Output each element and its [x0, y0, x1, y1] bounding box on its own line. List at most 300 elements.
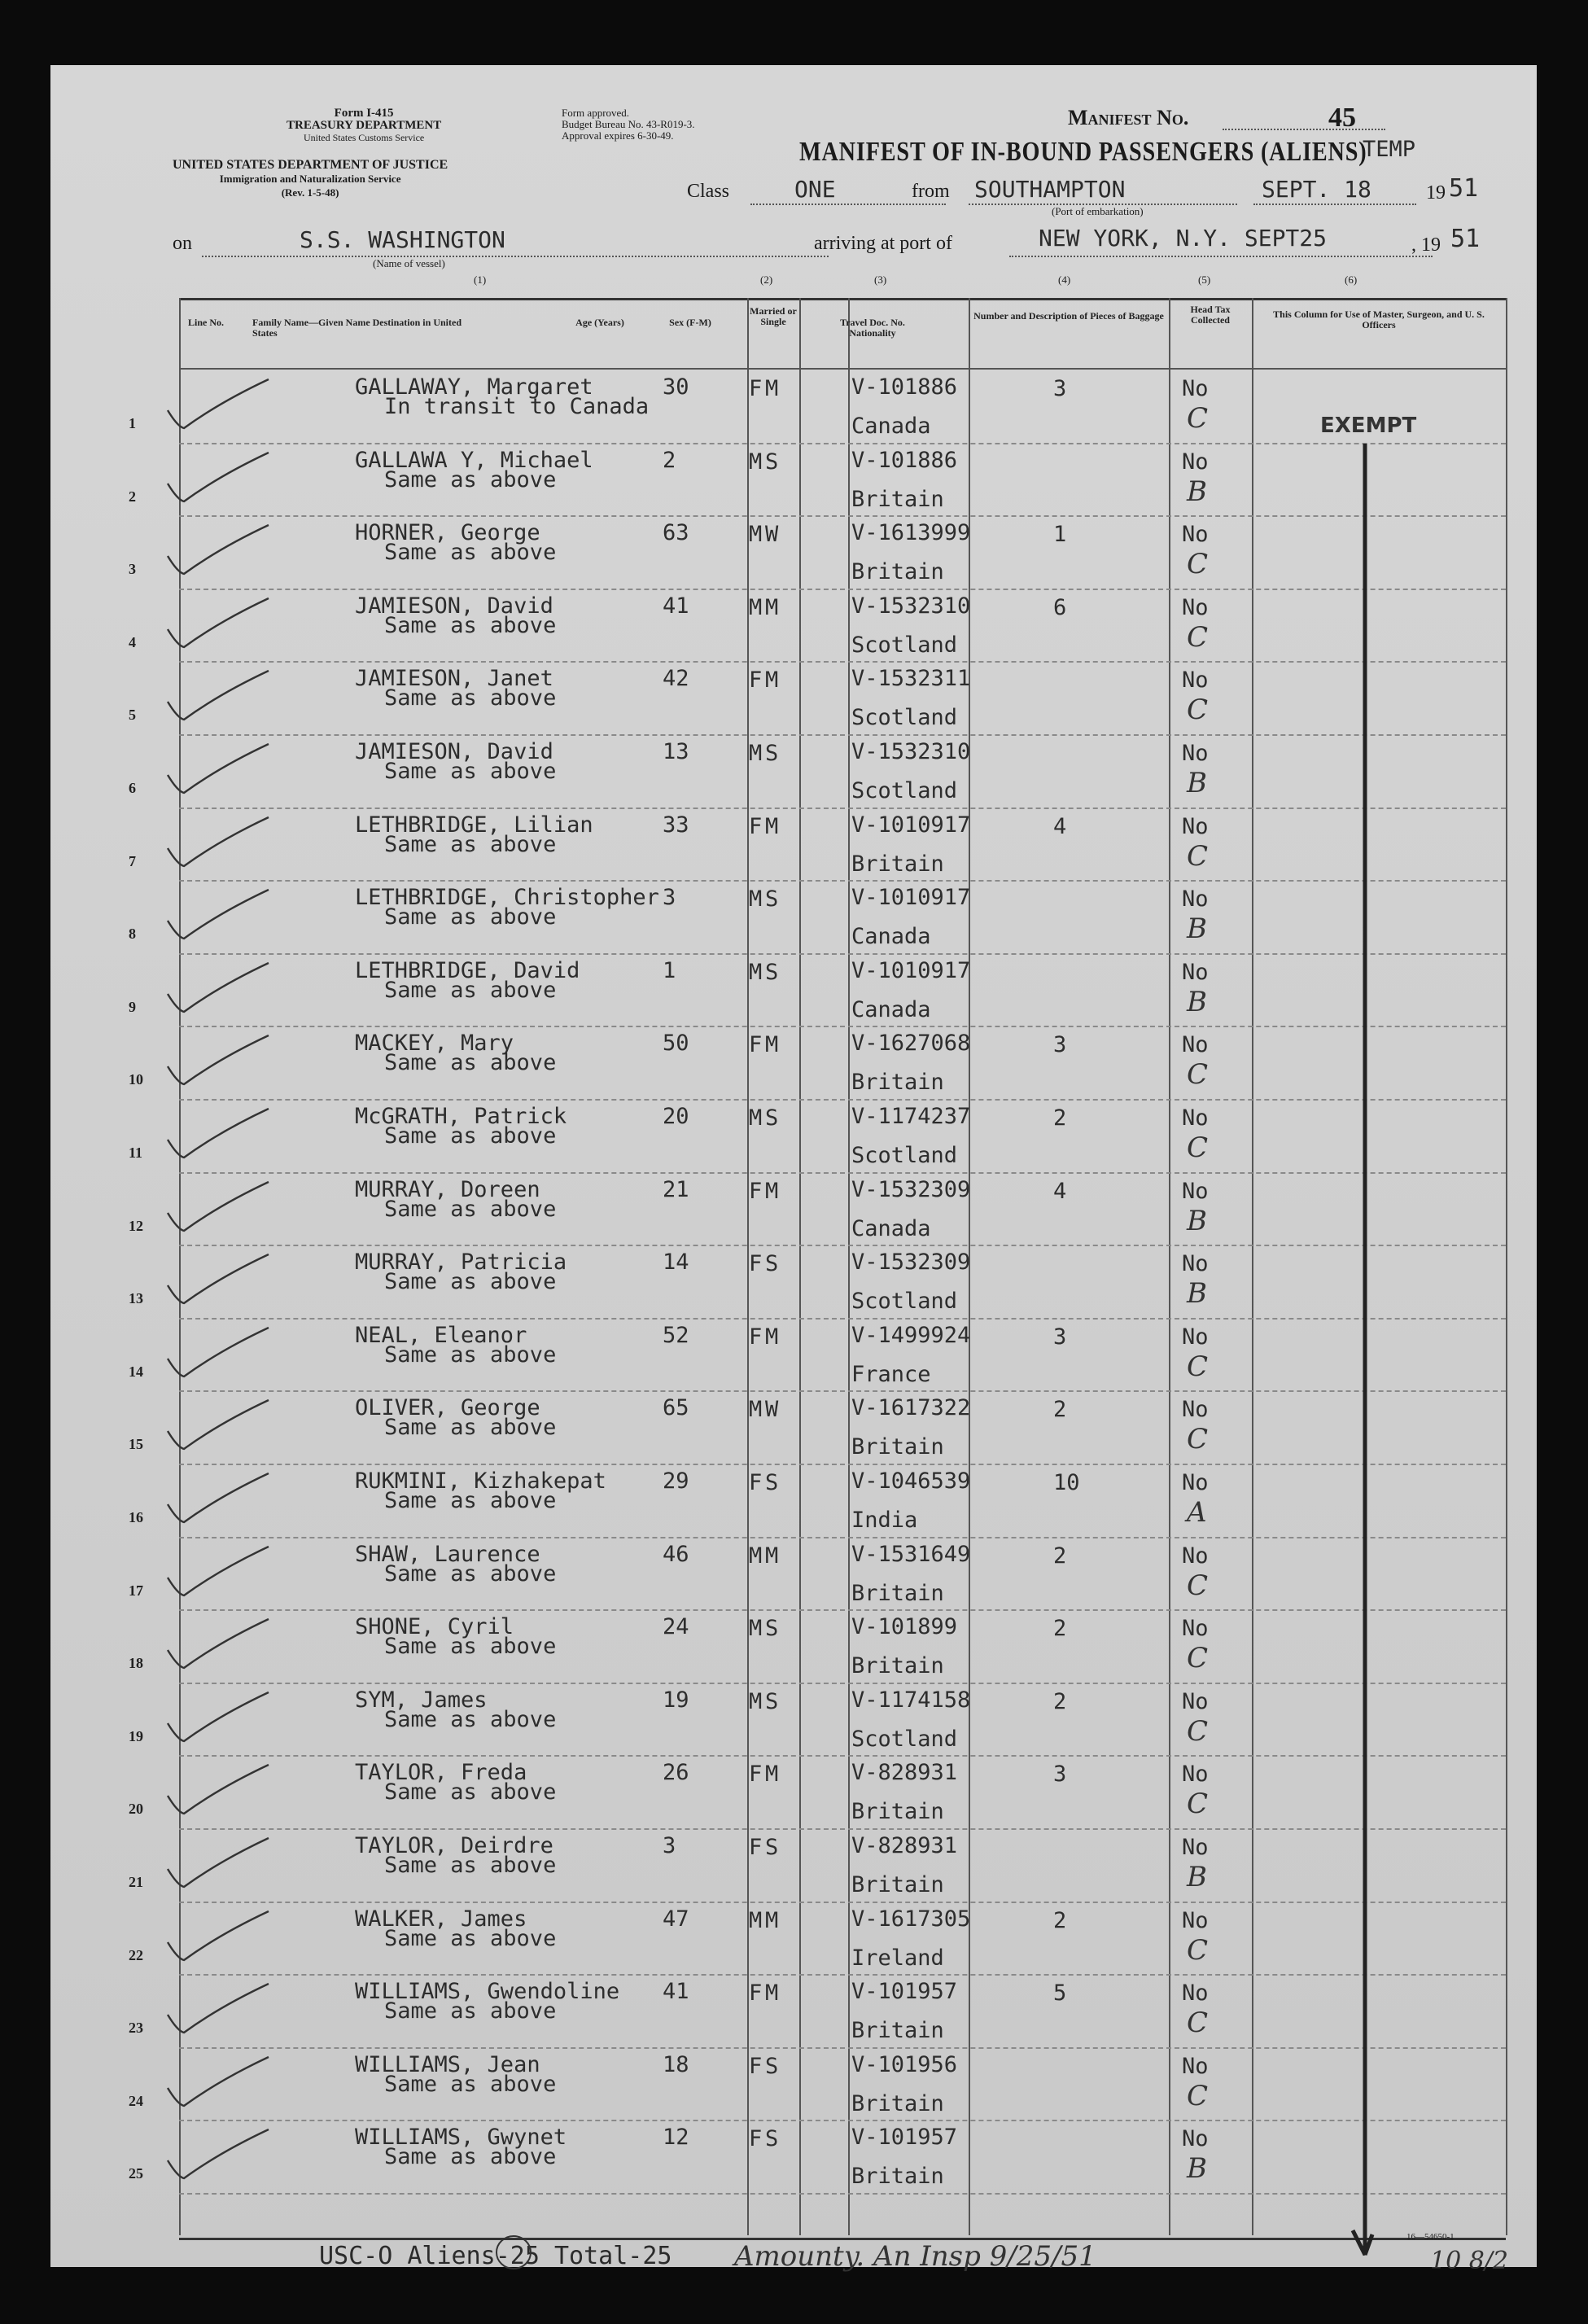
nationality: Britain — [851, 1434, 944, 1460]
sex: M — [749, 1907, 763, 1933]
header-married: Married or Single — [750, 305, 797, 327]
nationality: Canada — [851, 1215, 931, 1241]
age: 65 — [663, 1395, 689, 1421]
header-line-no: Line No. — [187, 317, 224, 328]
revision-label: (Rev. 1-5-48) — [281, 186, 339, 199]
sex: M — [749, 886, 763, 913]
sex: M — [749, 522, 763, 548]
travel-doc-number: V-1617322 — [851, 1395, 971, 1421]
head-tax-mark: C — [1187, 1423, 1209, 1456]
age: 41 — [663, 593, 689, 619]
marital-status: S — [765, 1251, 779, 1277]
head-tax-mark: C — [1187, 1131, 1209, 1164]
form-approved: Form approved. — [562, 107, 630, 119]
passenger-name: SHAW, Laurence — [355, 1541, 540, 1567]
destination: Same as above — [384, 612, 557, 638]
sex: M — [749, 741, 763, 766]
destination: Same as above — [384, 1853, 557, 1878]
marital-status: M — [765, 1762, 779, 1788]
approval-expires: Approval expires 6-30-49. — [562, 129, 674, 142]
head-tax-mark: C — [1187, 548, 1209, 581]
head-tax: No — [1182, 449, 1209, 475]
destination: Same as above — [384, 540, 557, 566]
sex: F — [749, 2053, 763, 2079]
check-mark-icon — [163, 1617, 277, 1683]
passenger-name: NEAL, Eleanor — [355, 1322, 527, 1348]
line-number: 3 — [129, 561, 136, 578]
travel-doc-number: V-828931 — [851, 1760, 958, 1786]
age: 46 — [663, 1541, 689, 1567]
head-tax: No — [1182, 741, 1209, 766]
year-value: 51 — [1449, 174, 1479, 203]
line-number: 21 — [129, 1874, 143, 1890]
marital-status: M — [765, 376, 779, 401]
destination: Same as above — [384, 2144, 557, 2170]
marital-status: S — [765, 959, 779, 985]
travel-doc-number: V-1627068 — [851, 1031, 971, 1057]
marital-status: S — [765, 741, 779, 766]
arrival-year-prefix: , 19 — [1411, 234, 1441, 256]
table-row — [129, 370, 1506, 444]
destination: Same as above — [384, 685, 557, 711]
head-tax: No — [1182, 813, 1209, 839]
dept-block — [173, 158, 448, 199]
marital-status: S — [765, 2053, 779, 2079]
check-mark-icon — [163, 1034, 277, 1099]
table-row — [129, 661, 1506, 736]
head-tax: No — [1182, 1980, 1209, 2007]
nationality: France — [851, 1361, 931, 1387]
header-age: Age (Years) — [575, 317, 624, 328]
head-tax-mark: A — [1187, 1496, 1207, 1529]
marital-status: M — [765, 1980, 779, 2007]
head-tax: No — [1182, 1105, 1209, 1131]
nationality: Britain — [851, 2090, 944, 2116]
passenger-name: JAMIESON, David — [355, 593, 553, 619]
passenger-name: LETHBRIDGE, Lilian — [355, 812, 593, 838]
class-label: Class — [687, 181, 730, 202]
head-tax: No — [1182, 1762, 1209, 1788]
line-number: 4 — [129, 633, 136, 650]
check-mark-icon — [163, 961, 277, 1026]
nationality: Britain — [851, 1580, 944, 1606]
passenger-name: MURRAY, Doreen — [355, 1176, 540, 1202]
baggage-count: 3 — [1053, 1324, 1067, 1350]
sex: M — [749, 594, 763, 620]
check-mark-icon — [163, 1253, 277, 1318]
check-mark-icon — [163, 523, 277, 589]
destination: Same as above — [384, 1123, 557, 1149]
header-baggage: Number and Description of Pieces of Baggage — [973, 310, 1164, 322]
temp-label: TEMP — [1363, 137, 1416, 162]
head-tax-mark: B — [1187, 2152, 1207, 2186]
nationality: Britain — [851, 1872, 944, 1897]
marital-status: M — [765, 1907, 779, 1933]
passenger-name: GALLAWA Y, Michael — [355, 447, 593, 473]
sex: F — [749, 667, 763, 694]
travel-doc-number: V-1010917 — [851, 885, 971, 911]
check-mark-icon — [163, 742, 277, 807]
budget-bureau: Budget Bureau No. 43-R019-3. — [562, 118, 695, 130]
marital-status: M — [765, 1324, 779, 1350]
check-mark-icon — [163, 597, 277, 662]
footer-summary: USC-O Aliens-25 Total-25 — [319, 2242, 672, 2270]
table-row — [129, 589, 1506, 663]
travel-doc-number: V-1617305 — [851, 1906, 971, 1932]
line-number: 22 — [129, 1946, 143, 1963]
head-tax: No — [1182, 1688, 1209, 1714]
age: 63 — [663, 520, 689, 546]
head-tax: No — [1182, 2053, 1209, 2079]
arriving-label: arriving at port of — [814, 233, 952, 254]
destination: Same as above — [384, 1779, 557, 1805]
inspector-signature: Amounty. An Insp 9/25/51 — [734, 2240, 1096, 2273]
head-tax-mark: C — [1187, 2007, 1209, 2040]
line-number: 25 — [129, 2165, 143, 2182]
header-sex: Sex (F-M) — [669, 317, 711, 328]
travel-doc-number: V-1531649 — [851, 1541, 971, 1567]
baggage-count: 2 — [1053, 1907, 1067, 1933]
passenger-name: JAMIESON, David — [355, 739, 553, 764]
form-number: Form I-415 — [334, 107, 394, 120]
line-number: 9 — [129, 998, 136, 1015]
check-mark-icon — [163, 1398, 277, 1464]
passenger-name: MURRAY, Patricia — [355, 1250, 567, 1276]
table-row — [129, 1902, 1506, 1976]
age: 47 — [663, 1906, 689, 1932]
destination: Same as above — [384, 831, 557, 857]
line-number: 17 — [129, 1582, 143, 1599]
check-mark-icon — [163, 1691, 277, 1756]
head-tax: No — [1182, 1907, 1209, 1933]
marital-status: S — [765, 1616, 779, 1642]
manifest-no-value: 45 — [1328, 103, 1356, 133]
sex: F — [749, 376, 763, 401]
travel-doc-number: V-1613999 — [851, 520, 971, 546]
table-row — [129, 1828, 1506, 1903]
sex: M — [749, 959, 763, 985]
sex: F — [749, 1178, 763, 1204]
travel-doc-number: V-828931 — [851, 1833, 958, 1858]
age: 13 — [663, 739, 689, 764]
class-value: ONE — [794, 176, 836, 203]
destination: Same as above — [384, 1925, 557, 1951]
marital-status: S — [765, 2126, 779, 2152]
head-tax-mark: C — [1187, 620, 1209, 654]
marital-status: M — [765, 667, 779, 694]
column-index: (6) — [1345, 274, 1358, 286]
age: 18 — [663, 2051, 689, 2077]
head-tax: No — [1182, 1324, 1209, 1350]
table-row — [129, 2047, 1506, 2122]
passenger-name: TAYLOR, Freda — [355, 1760, 527, 1786]
column-index: (4) — [1058, 274, 1071, 286]
exempt-bracket — [1336, 440, 1385, 2271]
travel-doc-number: V-1174237 — [851, 1104, 971, 1129]
age: 3 — [663, 1833, 676, 1858]
baggage-count: 3 — [1053, 1762, 1067, 1788]
line-number: 23 — [129, 2020, 143, 2037]
head-tax-mark: C — [1187, 1058, 1209, 1092]
destination: Same as above — [384, 759, 557, 784]
ins-label: Immigration and Naturalization Service — [219, 173, 401, 185]
embarkation-port: SOUTHAMPTON — [974, 176, 1126, 203]
check-mark-icon — [163, 1107, 277, 1172]
destination: Same as above — [384, 1196, 557, 1222]
marital-status: S — [765, 1688, 779, 1714]
line-number: 6 — [129, 780, 136, 796]
travel-doc-number: V-1010917 — [851, 957, 971, 983]
check-mark-icon — [163, 378, 277, 443]
marital-status: W — [765, 522, 779, 548]
line-number: 24 — [129, 2092, 143, 2109]
travel-doc-number: V-101957 — [851, 1979, 958, 2005]
passenger-name: MACKEY, Mary — [355, 1031, 514, 1057]
baggage-count: 5 — [1053, 1980, 1067, 2007]
head-tax-mark: B — [1187, 1861, 1207, 1893]
sex: F — [749, 1032, 763, 1058]
nationality: Scotland — [851, 705, 958, 731]
head-tax: No — [1182, 1032, 1209, 1058]
check-mark-icon — [163, 816, 277, 881]
destination: Same as above — [384, 1269, 557, 1295]
sex: F — [749, 1251, 763, 1277]
header-head-tax: Head Tax Collected — [1190, 304, 1231, 326]
passenger-name: TAYLOR, Deirdre — [355, 1833, 553, 1858]
treasury-label: TREASURY DEPARTMENT — [287, 119, 442, 132]
head-tax: No — [1182, 594, 1209, 620]
nationality: Britain — [851, 2018, 944, 2044]
line-number: 11 — [129, 1144, 143, 1161]
nationality: Britain — [851, 559, 944, 585]
sex: F — [749, 1324, 763, 1350]
age: 30 — [663, 374, 689, 400]
manifest-sheet — [50, 65, 1537, 2275]
age: 33 — [663, 812, 689, 838]
destination: Same as above — [384, 1706, 557, 1732]
table-row — [129, 1755, 1506, 1830]
header-doc: Travel Doc. No. Nationality — [840, 317, 905, 339]
head-tax-mark: C — [1187, 2079, 1209, 2112]
manifest-no-label: Manifest No. — [1068, 106, 1189, 129]
form-id-block — [287, 107, 441, 144]
table-row — [129, 1245, 1506, 1320]
exempt-note: EXEMPT — [1320, 414, 1417, 438]
port-embarkation-note: (Port of embarkation) — [1052, 205, 1144, 217]
head-tax-mark: B — [1187, 985, 1207, 1018]
destination: Same as above — [384, 466, 557, 492]
line-number: 10 — [129, 1071, 143, 1088]
table-row — [129, 1464, 1506, 1538]
destination: Same as above — [384, 1560, 557, 1587]
sex: F — [749, 2126, 763, 2152]
arrival-port: NEW YORK, N.Y. SEPT25 — [1039, 225, 1328, 252]
marital-status: S — [765, 1470, 779, 1495]
head-tax-mark: B — [1187, 475, 1207, 508]
head-tax-mark: C — [1187, 1714, 1209, 1748]
destination: Same as above — [384, 1634, 557, 1660]
baggage-count: 2 — [1053, 1105, 1067, 1131]
nationality: Britain — [851, 1653, 944, 1679]
justice-label: UNITED STATES DEPARTMENT OF JUSTICE — [173, 158, 448, 172]
travel-doc-number: V-101957 — [851, 2125, 958, 2151]
nationality: Britain — [851, 486, 944, 512]
sex: M — [749, 1105, 763, 1131]
check-mark-icon — [163, 1472, 277, 1537]
arrival-year: 51 — [1450, 225, 1481, 253]
sex: F — [749, 1980, 763, 2007]
check-mark-icon — [163, 2128, 277, 2193]
line-number: 14 — [129, 1363, 143, 1380]
head-tax: No — [1182, 1178, 1209, 1204]
nationality: Britain — [851, 1070, 944, 1096]
table-row — [129, 1026, 1506, 1101]
passenger-name: SYM, James — [355, 1687, 488, 1713]
line-number: 7 — [129, 852, 136, 869]
nationality: Scotland — [851, 1143, 958, 1168]
destination: Same as above — [384, 1050, 557, 1076]
baggage-count: 3 — [1053, 376, 1067, 401]
marital-status: S — [765, 886, 779, 913]
sex: F — [749, 1762, 763, 1788]
table-row — [129, 2120, 1506, 2195]
head-tax: No — [1182, 1397, 1209, 1423]
passenger-name: LETHBRIDGE, Christopher — [355, 885, 659, 911]
passenger-name: WILLIAMS, Gwynet — [355, 2125, 567, 2151]
table-row — [129, 1318, 1506, 1393]
age: 19 — [663, 1687, 689, 1713]
travel-doc-number: V-101899 — [851, 1614, 958, 1640]
passenger-name: McGRATH, Patrick — [355, 1104, 567, 1129]
table-row — [129, 443, 1506, 518]
marital-status: M — [765, 1543, 779, 1569]
head-tax: No — [1182, 522, 1209, 548]
marital-status: M — [765, 813, 779, 839]
travel-doc-number: V-1046539 — [851, 1468, 971, 1494]
nationality: Canada — [851, 996, 931, 1022]
line-number: 20 — [129, 1801, 143, 1818]
age: 3 — [663, 885, 676, 911]
nationality: Britain — [851, 1799, 944, 1825]
nationality: Canada — [851, 924, 931, 950]
age: 1 — [663, 957, 676, 983]
head-tax: No — [1182, 376, 1209, 401]
nationality: Ireland — [851, 1945, 944, 1971]
check-mark-icon — [163, 669, 277, 734]
table-row — [129, 1609, 1506, 1684]
table-row — [129, 1172, 1506, 1247]
line-number: 12 — [129, 1217, 143, 1234]
travel-doc-number: V-1532310 — [851, 593, 971, 619]
head-tax-mark: C — [1187, 1569, 1209, 1602]
destination: Same as above — [384, 1341, 557, 1368]
baggage-count: 6 — [1053, 594, 1067, 620]
baggage-count: 2 — [1053, 1616, 1067, 1642]
age: 42 — [663, 666, 689, 692]
table-row — [129, 1974, 1506, 2049]
age: 24 — [663, 1614, 689, 1640]
travel-doc-number: V-1532311 — [851, 666, 971, 692]
year-prefix: 19 — [1426, 182, 1446, 204]
marital-status: S — [765, 449, 779, 475]
travel-doc-number: V-101886 — [851, 447, 958, 473]
head-tax: No — [1182, 886, 1209, 913]
line-number: 13 — [129, 1290, 143, 1307]
passenger-name: WILLIAMS, Gwendoline — [355, 1979, 620, 2005]
check-mark-icon — [163, 2055, 277, 2120]
baggage-count: 3 — [1053, 1032, 1067, 1058]
aliens-count-circle — [493, 2232, 534, 2273]
line-number: 8 — [129, 926, 136, 943]
baggage-count: 2 — [1053, 1688, 1067, 1714]
sex: M — [749, 1688, 763, 1714]
travel-doc-number: V-101956 — [851, 2051, 958, 2077]
nationality: Scotland — [851, 1289, 958, 1315]
line-number: 1 — [129, 415, 136, 431]
vessel-name: S.S. WASHINGTON — [300, 226, 505, 253]
age: 41 — [663, 1979, 689, 2005]
marital-status: S — [765, 1105, 779, 1131]
travel-doc-number: V-1010917 — [851, 812, 971, 838]
sex: F — [749, 1470, 763, 1495]
head-tax-mark: C — [1187, 839, 1209, 873]
corner-note: 10 8/2 — [1430, 2247, 1508, 2275]
line-number: 15 — [129, 1436, 143, 1453]
from-label: from — [912, 181, 950, 202]
sex: F — [749, 1835, 763, 1860]
marital-status: M — [765, 1178, 779, 1204]
destination: Same as above — [384, 977, 557, 1003]
on-label: on — [173, 233, 192, 254]
age: 21 — [663, 1176, 689, 1202]
head-tax: No — [1182, 1543, 1209, 1569]
table-row — [129, 1099, 1506, 1174]
check-mark-icon — [163, 888, 277, 953]
baggage-count: 2 — [1053, 1543, 1067, 1569]
nationality: Canada — [851, 414, 931, 439]
marital-status: W — [765, 1397, 779, 1423]
marital-status: M — [765, 1032, 779, 1058]
nationality: Scotland — [851, 778, 958, 803]
sex: M — [749, 1616, 763, 1642]
table-row — [129, 880, 1506, 955]
check-mark-icon — [163, 1326, 277, 1391]
header-officers: This Column for Use of Master, Surgeon, and U. S. Officers — [1273, 309, 1485, 330]
table-row — [129, 515, 1506, 590]
passenger-name: WALKER, James — [355, 1906, 527, 1932]
nationality: India — [851, 1508, 918, 1533]
line-number: 19 — [129, 1727, 143, 1744]
form-code: 16—54650-1 — [1406, 2232, 1455, 2242]
head-tax: No — [1182, 667, 1209, 694]
table-row — [129, 1390, 1506, 1465]
travel-doc-number: V-1532309 — [851, 1250, 971, 1276]
head-tax-mark: C — [1187, 1642, 1209, 1675]
vessel-name-note: (Name of vessel) — [373, 257, 445, 269]
head-tax: No — [1182, 1835, 1209, 1860]
passenger-name: HORNER, George — [355, 520, 540, 546]
passenger-name: WILLIAMS, Jean — [355, 2051, 540, 2077]
nationality: Britain — [851, 2164, 944, 2190]
destination: In transit to Canada — [384, 394, 650, 419]
destination: Same as above — [384, 1488, 557, 1513]
travel-doc-number: V-1532309 — [851, 1176, 971, 1202]
nationality: Britain — [851, 851, 944, 877]
table-row — [129, 807, 1506, 882]
travel-doc-number: V-101886 — [851, 374, 958, 400]
age: 14 — [663, 1250, 689, 1276]
table-row — [129, 1683, 1506, 1757]
